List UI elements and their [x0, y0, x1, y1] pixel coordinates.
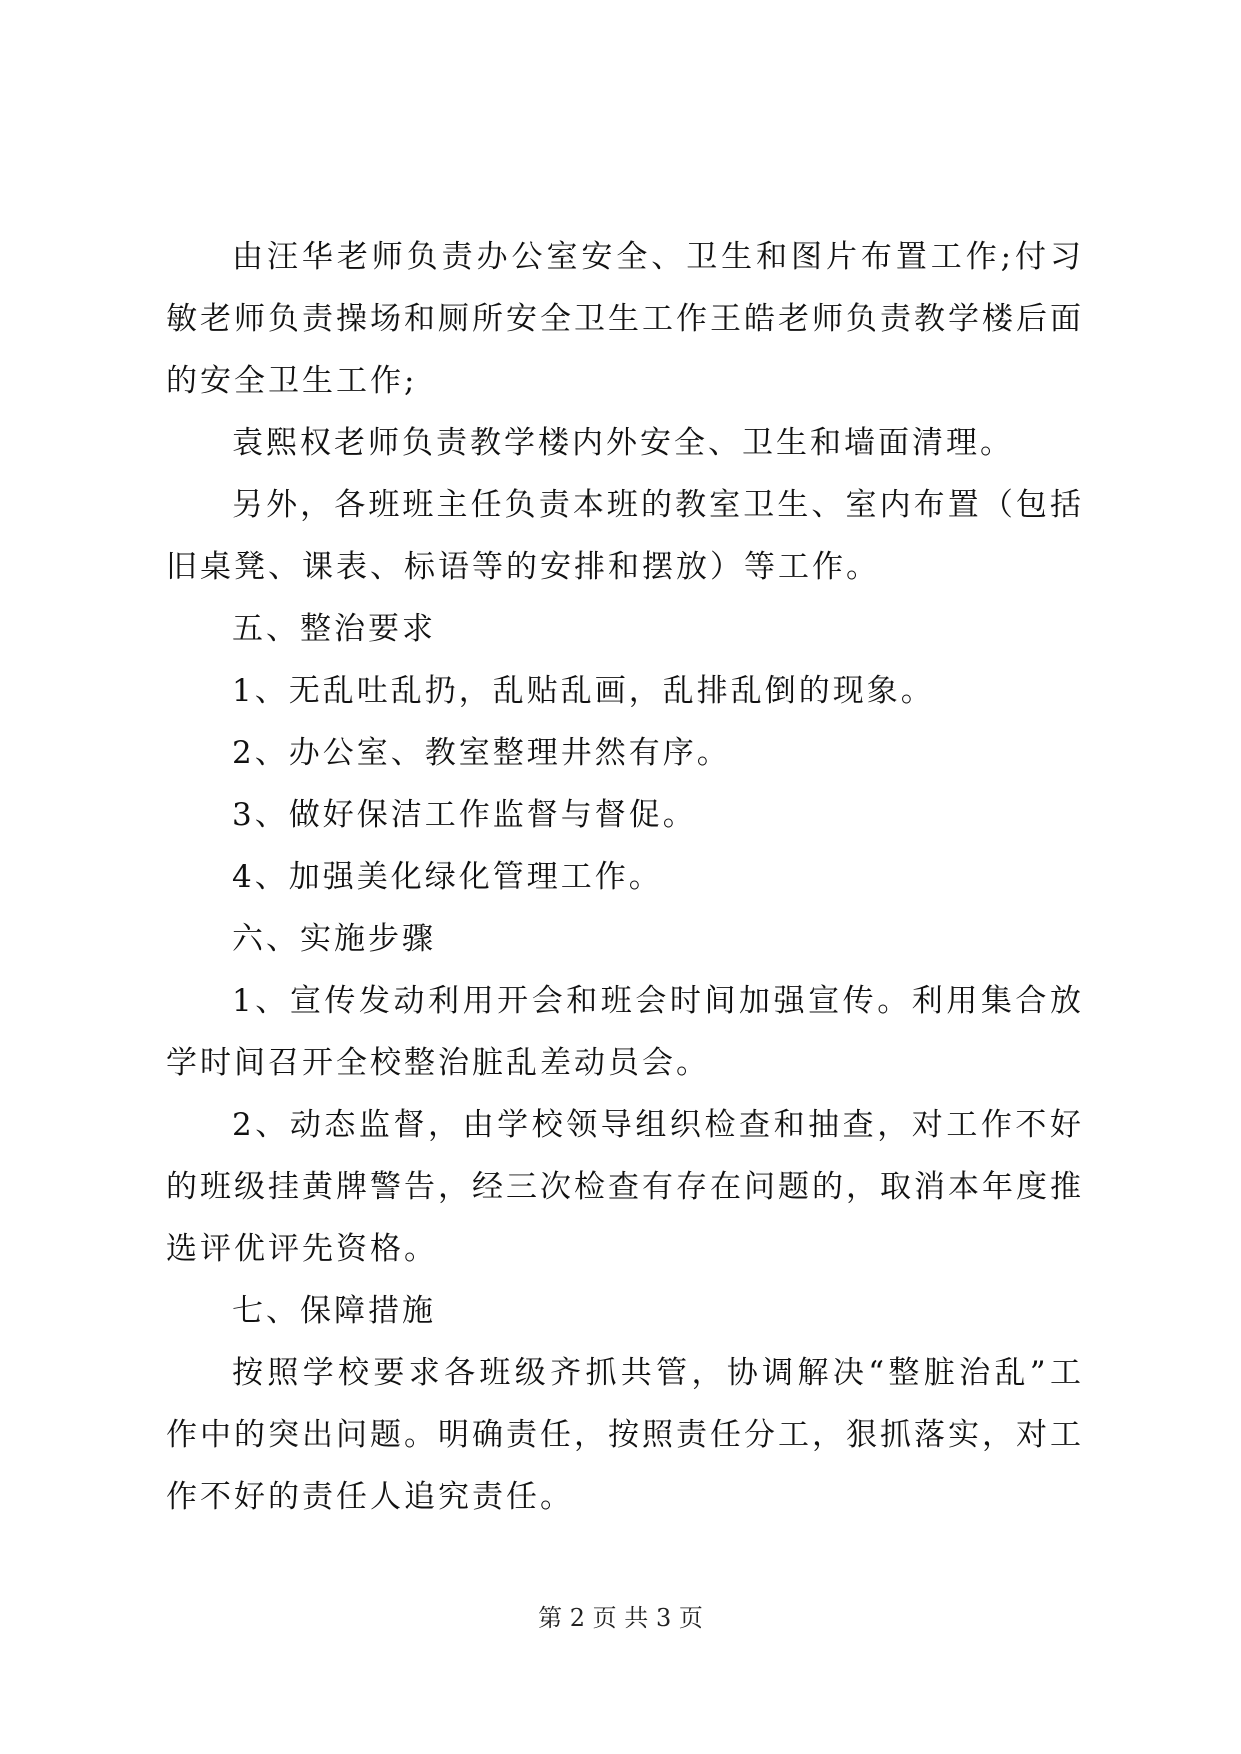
section-heading-6: 六、实施步骤: [232, 921, 436, 957]
document-body: [166, 226, 1084, 1528]
paragraph-2: 袁熙权老师负责教学楼内外安全、卫生和墙面清理。: [232, 425, 1014, 461]
paragraph-3: 另外，各班班主任负责本班的教室卫生、室内布置（包括旧桌凳、课表、标语等的安排和摆放）等工作。: [166, 487, 1084, 585]
list-item-4: 4、加强美化绿化管理工作。: [232, 859, 663, 895]
list-item-3: 3、做好保洁工作监督与督促。: [232, 797, 697, 833]
step-item-2: 2、动态监督，由学校领导组织检查和抽查，对工作不好的班级挂黄牌警告，经三次检查有存在问题的，取消本年度推选评优评先资格。: [166, 1107, 1084, 1267]
paragraph-1: 由汪华老师负责办公室安全、卫生和图片布置工作;付习敏老师负责操场和厕所安全卫生工作王皓老师负责教学楼后面的安全卫生工作;: [166, 239, 1084, 399]
section-heading-5: 五、整治要求: [232, 611, 436, 647]
section-heading-7: 七、保障措施: [232, 1293, 436, 1329]
list-item-2: 2、办公室、教室整理井然有序。: [232, 735, 731, 771]
page-footer: 第 2 页 共 3 页: [538, 1604, 703, 1632]
paragraph-measures: 按照学校要求各班级齐抓共管，协调解决“整脏治乱”工作中的突出问题。明确责任，按照责任分工，狠抓落实，对工作不好的责任人追究责任。: [166, 1355, 1084, 1515]
step-item-1: 1、宣传发动利用开会和班会时间加强宣传。利用集合放学时间召开全校整治脏乱差动员会。: [166, 983, 1084, 1081]
list-item-1: 1、无乱吐乱扔，乱贴乱画，乱排乱倒的现象。: [232, 673, 935, 709]
